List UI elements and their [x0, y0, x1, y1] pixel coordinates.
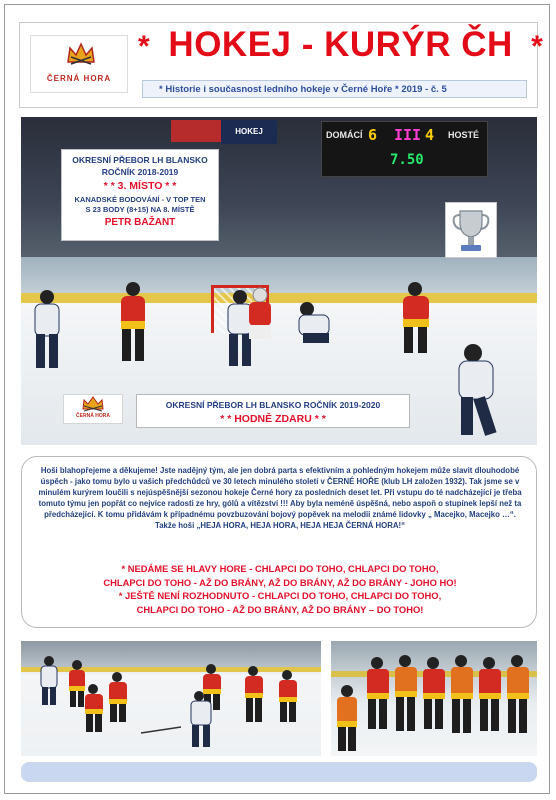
scoreboard: [321, 121, 488, 177]
player-red-1: [113, 281, 153, 373]
banner-text: HOKEJ: [235, 127, 263, 136]
rink-boards-band: [21, 293, 537, 303]
season-wish: * * HODNĚ ZDARU * *: [220, 413, 326, 425]
photo-a-players: [21, 641, 321, 756]
award-season: ROČNÍK 2018-2019: [101, 167, 179, 177]
scoreboard-home-score: 6: [368, 126, 378, 144]
logo-text: ČERNÁ HORA: [46, 74, 112, 83]
player-white-14: [447, 343, 527, 443]
player-white-1: [25, 289, 69, 381]
player-red-15: [393, 281, 439, 359]
title-star-left: *: [138, 30, 151, 63]
award-player-name: PETR BAŽANT: [104, 217, 176, 228]
issue-subtitle: * Historie i současnost ledního hokeje v Černé Hoře * 2019 - č. 5: [142, 80, 527, 98]
cheer-line-4: CHLAPCI DO TOHO - AŽ DO BRÁNY, AŽ DO BRÁNY – DO TOHO!: [136, 603, 424, 615]
player-goalie: [243, 287, 277, 341]
cheer-line-3: * JEŠTĚ NENÍ ROZHODNUTO - CHLAPCI DO TOHO, CHLAPCI DO TOHO,: [118, 590, 442, 601]
footer-bar: [21, 762, 537, 782]
scoreboard-guest-score: 4: [425, 126, 435, 144]
photo-b-team: [331, 641, 537, 756]
season-club-logo: [63, 394, 123, 424]
scoreboard-guest-label: HOSTÉ: [447, 130, 479, 140]
newsletter-title: [138, 25, 544, 65]
cheer-line-1: * NEDÁME SE HLAVY HORE - CHLAPCI DO TOHO, CHLAPCI DO TOHO,: [121, 563, 439, 574]
award-scoring-line1: KANADSKÉ BODOVÁNÍ - V TOP TEN: [74, 195, 206, 204]
scoreboard-period: III: [394, 126, 422, 144]
scoreboard-time: 7.50: [390, 152, 424, 168]
cheer-line-2: CHLAPCI DO TOHO - AŽ DO BRÁNY, AŽ DO BRÁNY, AŽ DO BRÁNY - JOHO HO!: [103, 576, 457, 588]
article-paragraph: Hoši blahopřejeme a děkujeme! Jste nadějný tým, ale jen dobrá parta s efektivním a pohledným hokejem může slavit dlouhodobé úspěch - jako tomu bylo u vašich předchůdců ve 30 letech minulého století v ČERNÉ HOŘE (klub LH založen 1932). Tak jsme se v minulém kurýrem loučili s nejúspěšnější sezonou hokeje Černé hory za posledních deset let. Při vstupu do té nadcházející je třeba tomuto týmu jen popřát co nejvíce radosti ze hry, gólů a vítězství !!! Aby byla neméně úspěšná, nebo aspoň o stupínek lepší než ta předcházející. K tomu přidávám k případnému povzbuzování bojový popěvek na melodii známé lidovky „ Macejko, Macejko …“. Takže hoši „HEJA HORA, HEJA HORA, HEJA HEJA ČERNÁ HORA!“: [38, 466, 522, 531]
award-box: [61, 149, 219, 241]
award-league: OKRESNÍ PŘEBOR LH BLANSKO: [72, 155, 208, 165]
masthead: [19, 22, 544, 108]
title-text: HOKEJ - KURÝR ČH: [168, 25, 513, 64]
team-huddle-photo: [331, 641, 537, 756]
main-hockey-photo: [21, 117, 537, 445]
game-action-photo: [21, 641, 321, 756]
season-box: [136, 394, 410, 428]
season-league: OKRESNÍ PŘEBOR LH BLANSKO ROČNÍK 2019-2020: [165, 400, 381, 410]
arena-banner-hokej: [221, 120, 277, 144]
award-scoring-line2: S 23 BODY (8+15) NA 8. MÍSTĚ: [85, 205, 195, 214]
club-logo: [30, 35, 128, 93]
season-logo-text: ČERNÁ HORA: [76, 413, 110, 419]
scoreboard-home-label: DOMÁCÍ: [326, 130, 363, 140]
trophy-box: [445, 202, 497, 258]
trophy-icon: [446, 203, 496, 257]
title-star-right: *: [531, 30, 544, 63]
article-box: [21, 456, 537, 628]
award-place: * * 3. MÍSTO * *: [103, 180, 177, 192]
player-white-3: [293, 301, 341, 351]
cheer-lyrics: [36, 562, 524, 616]
crown-logo-icon: [65, 42, 97, 66]
